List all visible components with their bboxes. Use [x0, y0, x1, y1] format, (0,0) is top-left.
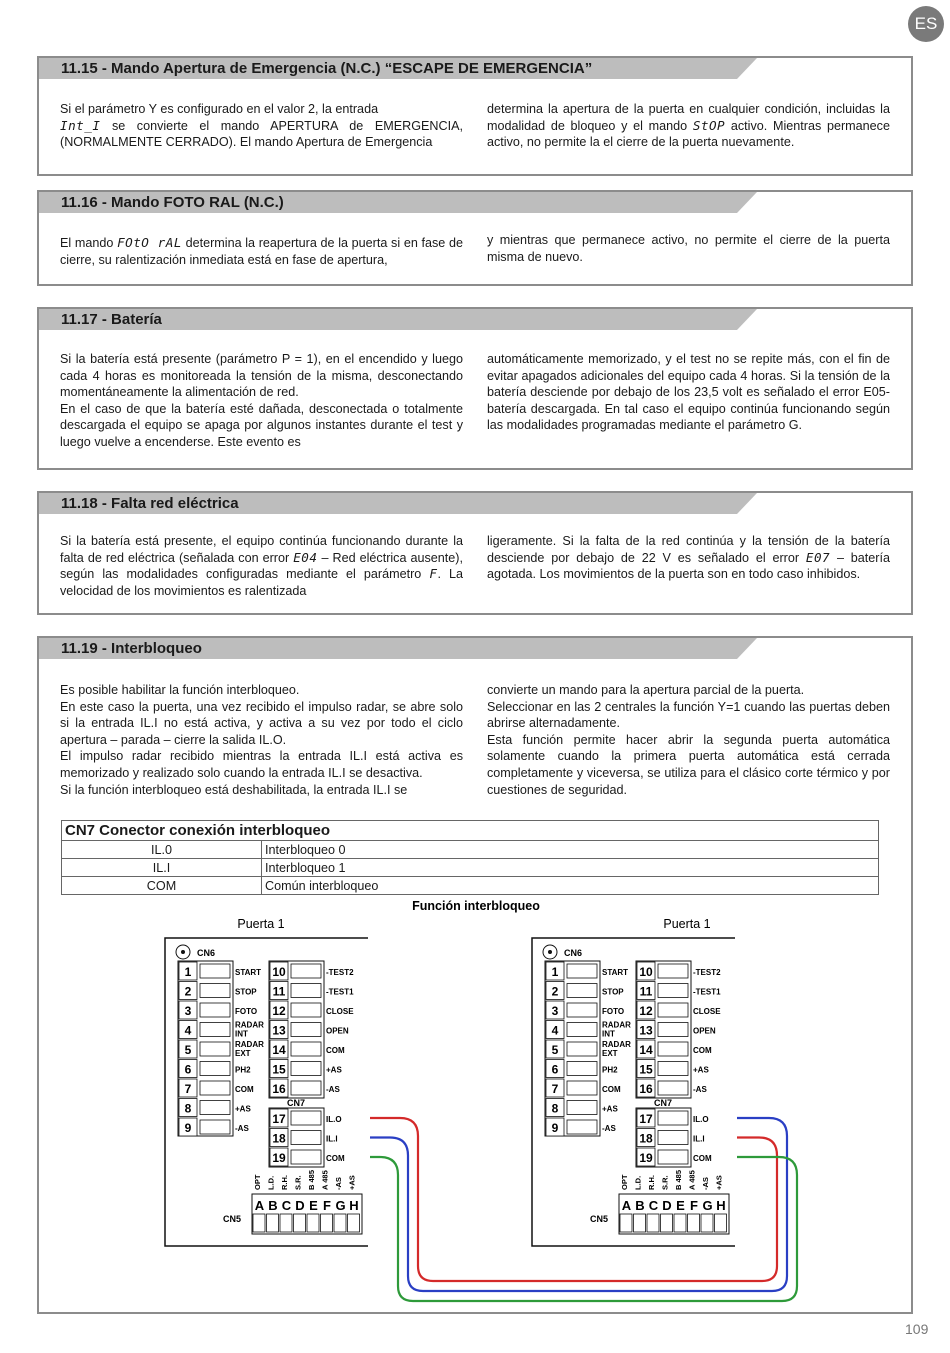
pin-label: -TEST2 [326, 968, 354, 977]
pin-number: 3 [184, 1004, 192, 1018]
cn5-pin-label: -AS [334, 1177, 343, 1190]
cn5-pin-letter: F [690, 1198, 698, 1213]
terminal-screw [321, 1214, 333, 1232]
cn5-pin-letter: H [716, 1198, 726, 1213]
terminal-screw [658, 1111, 688, 1125]
terminal-screw [291, 1081, 321, 1095]
display-code: F [429, 566, 438, 582]
section-title: 11.18 - Falta red eléctrica [61, 495, 239, 512]
pin-label: RADAR [235, 1020, 264, 1030]
pin-number: 8 [184, 1101, 192, 1116]
pin-label: START [235, 968, 262, 977]
cn5-pin-letter: H [349, 1198, 359, 1213]
pin-label: FOTO [235, 1007, 258, 1016]
pin-label: COM [602, 1085, 621, 1094]
terminal-screw [294, 1214, 306, 1232]
door-label: Puerta 1 [663, 917, 711, 931]
terminal-screw [253, 1214, 265, 1232]
pin-number: 11 [272, 984, 286, 999]
terminal-screw [567, 1023, 597, 1037]
terminal-screw [567, 1042, 597, 1056]
left-column: Si la batería está presente (parámetro P = 1), en el encendido y luego cada 4 horas es monitoreada la tensión de la misma, desconectando momentáneamente la alimentación de red. En el caso de que la batería esté dañada, desconectada o totalmente descargada el equipo se apaga por algunos instantes durante el test y luego vuelve a encenderse. Este evento es [60, 352, 463, 449]
pin-label: CLOSE [693, 1007, 721, 1016]
pin-label: -TEST1 [693, 987, 721, 997]
terminal-screw [200, 1042, 230, 1056]
terminal-screw [200, 1120, 230, 1134]
right-column: automáticamente memorizado, y el test no se repite más, con el fin de evitar apagados adicionales del equipo cada 4 horas. Si la tensión de la batería desciende por debajo de los 23,5 volt es señalado el error E05-batería descargada. En tal caso el equipo continúa funcionando según las modalidades programadas mediante el parámetro G. [487, 352, 890, 433]
terminal-screw [701, 1214, 713, 1232]
display-code: StOP [692, 117, 726, 133]
display-code: E04 [293, 549, 318, 565]
pin-number: 7 [184, 1082, 192, 1096]
pin-number: 5 [184, 1043, 192, 1057]
pin-label: STOP [602, 987, 624, 997]
terminal-screw [567, 1062, 597, 1076]
terminal-screw [658, 1023, 688, 1037]
cn7-label: CN7 [287, 1098, 306, 1108]
terminal-screw [200, 984, 230, 998]
interlock-wiring-diagram [39, 638, 911, 1312]
door-label: Puerta 1 [237, 917, 285, 931]
pin-label: PH2 [235, 1065, 251, 1075]
right-column: ligeramente. Si la falta de la red continúa y la tensión de la batería desciende por debajo de 22 V es señalado el error E07 – batería agotada. Los movimientos de la puerta son en todo caso inhibidos. [487, 534, 890, 582]
terminal-screw [661, 1214, 673, 1232]
pin-label: -TEST1 [326, 987, 354, 997]
cn5-pin-letter: E [676, 1198, 685, 1213]
pin-number: 9 [551, 1121, 559, 1135]
terminal-screw [674, 1214, 686, 1232]
terminal-screw [658, 1081, 688, 1095]
terminal-screw [267, 1214, 279, 1232]
cn5-pin-letter: B [635, 1198, 645, 1213]
pin-label: IL.O [326, 1115, 342, 1124]
pin-number: 8 [551, 1101, 559, 1116]
terminal-screw [291, 1111, 321, 1125]
cn5-pin-label: OPT [253, 1174, 262, 1190]
pin-label: IL.O [693, 1115, 709, 1124]
pin-label: -AS [326, 1085, 340, 1094]
pin-label: EXT [235, 1049, 251, 1058]
pin-number: 15 [639, 1062, 653, 1077]
terminal-screw [291, 1131, 321, 1145]
pin-number: 2 [184, 984, 192, 999]
terminal-screw [658, 1042, 688, 1056]
terminal-screw [715, 1214, 727, 1232]
pin-number: 17 [639, 1112, 653, 1126]
terminal-screw [647, 1214, 659, 1232]
pin-label: OPEN [326, 1026, 349, 1036]
pin-number: 1 [184, 965, 192, 979]
pin-number: 19 [639, 1151, 653, 1165]
terminal-screw [567, 964, 597, 978]
section-title: 11.15 - Mando Apertura de Emergencia (N.C.) “ESCAPE DE EMERGENCIA” [61, 60, 593, 77]
pin-label: +AS [602, 1104, 618, 1114]
cn5-pin-label: S.R. [660, 1175, 670, 1190]
cn5-pin-label: -AS [701, 1177, 710, 1190]
pin-label: -TEST2 [693, 968, 721, 977]
pin-number: 12 [639, 1004, 653, 1018]
left-column: Si el parámetro Y es configurado en el valor 2, la entrada Int_I se convierte el mando APERTURA de EMERGENCIA, (NORMALMENTE CERRADO). El mando Apertura de Emergencia [60, 102, 463, 150]
pin-number: 1 [551, 965, 559, 979]
pin-label: COM [326, 1154, 345, 1163]
section-title: 11.17 - Batería [61, 311, 162, 328]
terminal-screw [567, 1003, 597, 1017]
cn6-label: CN6 [197, 948, 216, 958]
cn5-pin-letter: B [268, 1198, 278, 1213]
cn5-pin-label: L.D. [266, 1175, 276, 1190]
section-title: 11.16 - Mando FOTO RAL (N.C.) [61, 194, 284, 211]
pin-number: 9 [184, 1121, 192, 1135]
terminal-screw [291, 1150, 321, 1164]
cn5-pin-letter: F [323, 1198, 331, 1213]
terminal-screw [634, 1214, 646, 1232]
pin-label: -AS [235, 1124, 249, 1133]
cn5-pin-label: B 485 [674, 1169, 683, 1190]
table-row: IL.0 Interbloqueo 0 [62, 841, 879, 859]
pin-label: COM [693, 1154, 712, 1163]
pin-label: OPEN [693, 1026, 716, 1036]
terminal-screw [567, 984, 597, 998]
cn5-pin-letter: D [295, 1198, 305, 1213]
right-column: y mientras que permanece activo, no permite el cierre de la puerta misma de nuevo. [487, 233, 890, 264]
pin-label: COM [693, 1046, 712, 1055]
pin-label: RADAR [602, 1040, 631, 1049]
pin-label: START [602, 968, 629, 977]
terminal-screw [200, 1023, 230, 1037]
terminal-screw [658, 1062, 688, 1076]
pin-label: +AS [326, 1065, 342, 1075]
left-column: El mando FOtO rAL determina la reapertura de la puerta si en fase de cierre, su ralentización inmediata está en fase de apertura, [60, 235, 463, 267]
pin-number: 5 [551, 1043, 559, 1057]
pin-label: COM [235, 1085, 254, 1094]
mounting-hole [181, 950, 185, 954]
pin-label: COM [326, 1046, 345, 1055]
pin-number: 19 [272, 1151, 286, 1165]
terminal-screw [567, 1101, 597, 1115]
terminal-screw [291, 1062, 321, 1076]
pin-number: 3 [551, 1004, 559, 1018]
pin-number: 14 [639, 1043, 653, 1057]
cn7-label: CN7 [654, 1098, 673, 1108]
terminal-screw [291, 984, 321, 998]
left-column: Es posible habilitar la función interbloqueo. En este caso la puerta, una vez recibido el impulso radar, se abre solo si la entrada IL.I no está activa, y activa a su vez por todo el ciclo apertura – parada – cierre la salida IL.O. El impulso radar recibido mientras la entrada IL.I está activa es memorizado y realizado solo cuando la entrada IL.I se desactiva. Si la función interbloqueo está deshabilitada, la entrada IL.I se [60, 683, 463, 797]
cn5-pin-label: +AS [347, 1175, 357, 1190]
cn5-pin-label: S.R. [293, 1175, 303, 1190]
terminal-screw [620, 1214, 632, 1232]
mounting-hole [548, 950, 552, 954]
cn5-pin-label: R.H. [280, 1175, 289, 1190]
pin-number: 7 [551, 1082, 559, 1096]
cn5-pin-label: +AS [714, 1175, 724, 1190]
pin-number: 17 [272, 1112, 286, 1126]
pin-label: +AS [235, 1104, 251, 1114]
pin-number: 10 [272, 965, 286, 979]
cn5-pin-label: R.H. [647, 1175, 656, 1190]
terminal-screw [291, 1003, 321, 1017]
pin-label: IL.I [693, 1134, 705, 1144]
terminal-screw [658, 1150, 688, 1164]
cn5-pin-letter: G [702, 1198, 713, 1213]
wire-green [370, 1157, 797, 1301]
section-11-17 [37, 307, 913, 470]
pin-number: 18 [272, 1131, 286, 1146]
terminal-screw [291, 964, 321, 978]
pin-label: FOTO [602, 1007, 625, 1016]
right-column: determina la apertura de la puerta en cualquier condición, incluidas la modalidad de bloqueo y el mando StOP activo. Mientras permanece activo, no permite la el cierre de la puerta nuevamente. [487, 102, 890, 150]
pin-number: 13 [639, 1023, 653, 1038]
section-11-16 [37, 190, 913, 286]
terminal-screw [567, 1081, 597, 1095]
pin-label: RADAR [235, 1040, 264, 1049]
cn5-pin-letter: C [281, 1198, 292, 1213]
terminal-screw [200, 1081, 230, 1095]
terminal-screw [200, 1101, 230, 1115]
pin-label: STOP [235, 987, 257, 997]
pin-number: 13 [272, 1023, 286, 1038]
pin-label: +AS [693, 1065, 709, 1075]
cn5-pin-label: L.D. [633, 1175, 643, 1190]
terminal-screw [200, 1003, 230, 1017]
pin-number: 6 [184, 1062, 192, 1077]
terminal-screw [200, 1062, 230, 1076]
terminal-screw [348, 1214, 360, 1232]
table-row: IL.I Interbloqueo 1 [62, 859, 879, 877]
pin-number: 4 [551, 1023, 559, 1038]
pin-label: PH2 [602, 1065, 618, 1075]
pin-number: 16 [639, 1082, 653, 1096]
table-row: COM Común interbloqueo [62, 877, 879, 895]
pin-label: IL.I [326, 1134, 338, 1144]
cn6-label: CN6 [564, 948, 583, 958]
section-11-18 [37, 491, 913, 615]
cn5-pin-letter: G [335, 1198, 346, 1213]
cn5-label: CN5 [590, 1214, 609, 1224]
pin-number: 12 [272, 1004, 286, 1018]
cn5-label: CN5 [223, 1214, 242, 1224]
terminal-screw [658, 964, 688, 978]
terminal-screw [280, 1214, 292, 1232]
terminal-screw [658, 984, 688, 998]
display-code: E07 [805, 549, 831, 565]
pin-number: 4 [184, 1023, 192, 1038]
section-11-19 [37, 636, 913, 1314]
cn5-pin-letter: A [621, 1198, 632, 1213]
right-column: convierte un mando para la apertura parcial de la puerta. Seleccionar en las 2 centrales la función Y=1 cuando las puertas deben abrirse alternadamente. Esta función permite hacer abrir la segunda puerta automática solamente cuando la primera puerta automática está cerrada completamente y viceversa, se utiliza para el clásico corte térmico y por cuestiones de seguridad. [487, 683, 890, 797]
pin-number: 2 [551, 984, 559, 999]
terminal-screw [658, 1003, 688, 1017]
language-badge: ES [908, 6, 944, 42]
display-code: Int_I [60, 117, 101, 133]
cn5-pin-label: A 485 [687, 1170, 697, 1190]
pin-number: 6 [551, 1062, 559, 1077]
pin-number: 16 [272, 1082, 286, 1096]
terminal-screw [291, 1042, 321, 1056]
pin-label: -AS [693, 1085, 707, 1094]
cn5-pin-label: OPT [620, 1174, 629, 1190]
pin-number: 18 [639, 1131, 653, 1146]
display-code: FOtO rAL [117, 235, 182, 250]
terminal-screw [307, 1214, 319, 1232]
section-title: 11.19 - Interbloqueo [61, 640, 202, 657]
terminal-screw [688, 1214, 700, 1232]
pin-number: 15 [272, 1062, 286, 1077]
terminal-screw [658, 1131, 688, 1145]
table-title: CN7 Conector conexión interbloqueo [62, 821, 879, 841]
terminal-screw [334, 1214, 346, 1232]
cn5-pin-label: A 485 [320, 1170, 330, 1190]
terminal-screw [291, 1023, 321, 1037]
cn5-pin-letter: D [662, 1198, 672, 1213]
terminal-screw [200, 964, 230, 978]
cn5-pin-label: B 485 [307, 1169, 316, 1190]
pin-label: RADAR [602, 1020, 631, 1030]
pin-number: 10 [639, 965, 653, 979]
terminal-screw [567, 1120, 597, 1134]
pin-label: INT [235, 1029, 248, 1039]
pin-label: EXT [602, 1049, 618, 1058]
left-column: Si la batería está presente, el equipo continúa funcionando durante la falta de red eléctrica (señalada con error E04 – Red eléctrica ausente), según las modalidades configuradas mediante el parámetro F. La velocidad de los movimientos es ralentizada [60, 534, 464, 598]
cn5-pin-letter: E [309, 1198, 318, 1213]
pin-number: 11 [639, 984, 653, 999]
pin-number: 14 [272, 1043, 286, 1057]
section-11-15 [37, 56, 913, 176]
pin-label: CLOSE [326, 1007, 354, 1016]
cn5-pin-letter: A [254, 1198, 265, 1213]
cn5-pin-letter: C [648, 1198, 659, 1213]
pin-label: INT [602, 1029, 615, 1039]
page-number: 109 [905, 1321, 929, 1337]
pin-label: -AS [602, 1124, 616, 1133]
diagram-title: Función interbloqueo [412, 899, 540, 913]
